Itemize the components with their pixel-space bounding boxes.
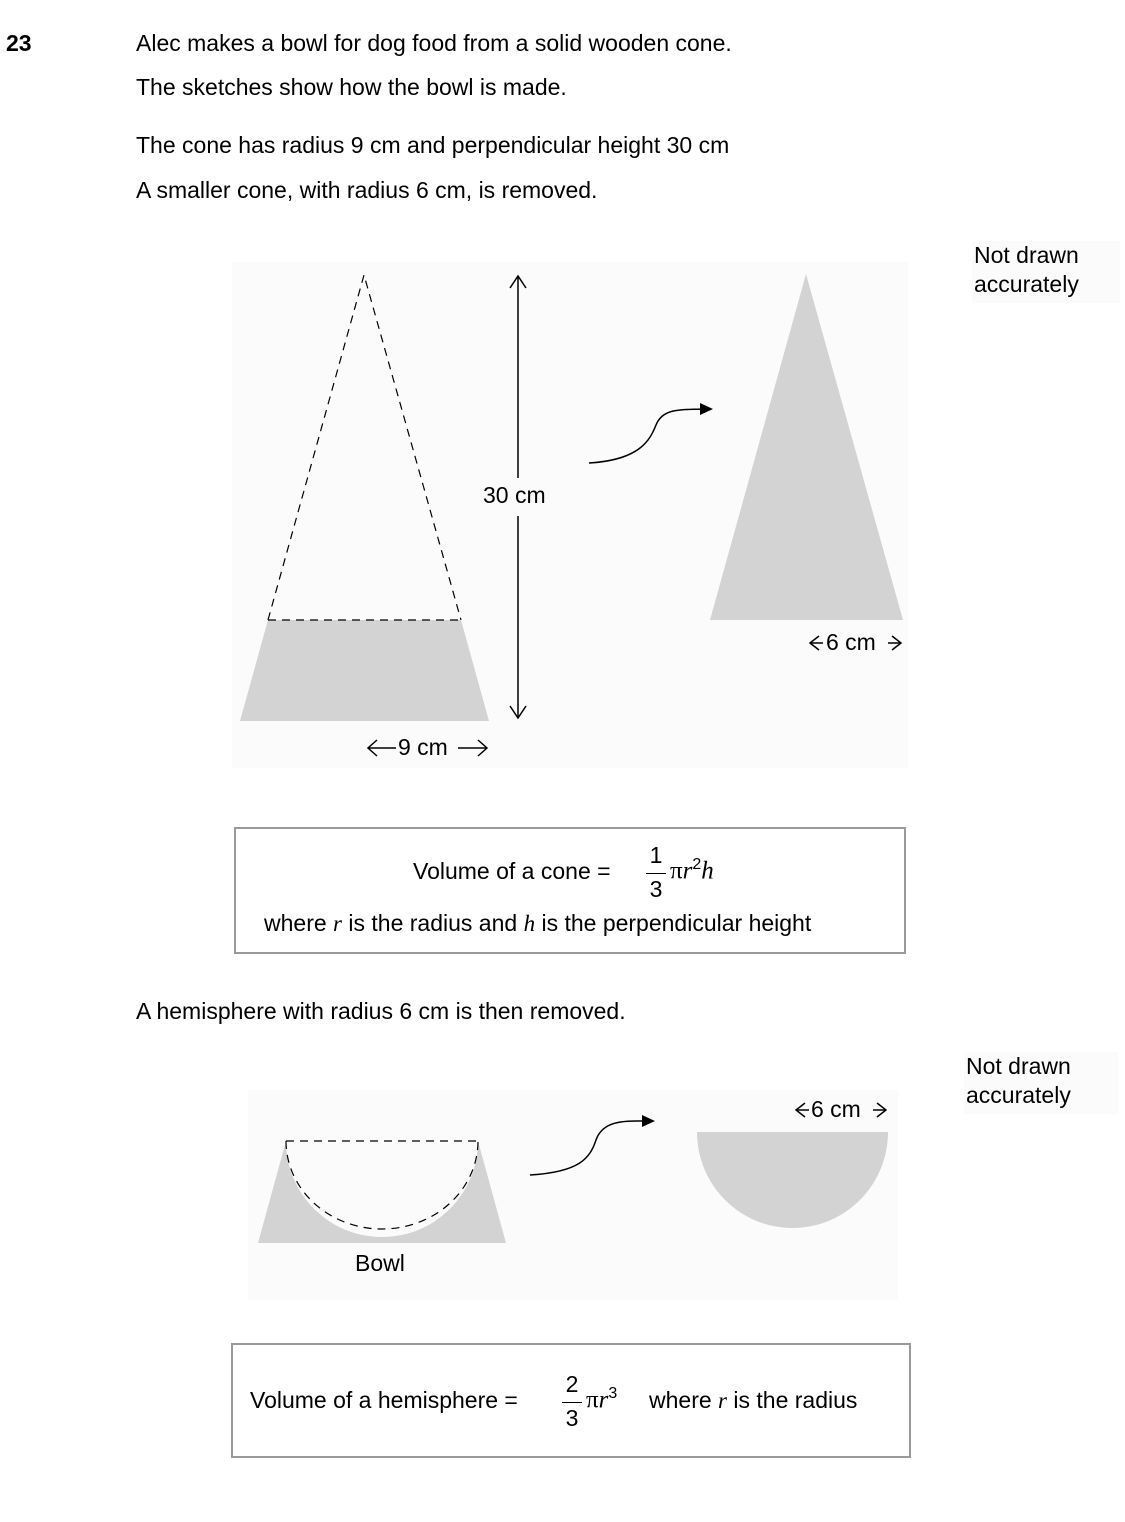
note-1-line-1: Not drawn bbox=[974, 242, 1079, 268]
where-1-h: h bbox=[523, 911, 536, 936]
frustum-shape bbox=[240, 620, 489, 721]
cone-fraction-denominator: 3 bbox=[649, 876, 663, 902]
hemisphere-radius-label: 6 cm bbox=[811, 1096, 861, 1122]
hemisphere-formula-fraction bbox=[562, 1371, 582, 1433]
cone-volume-formula-box bbox=[234, 827, 906, 954]
where-1-b: is the radius and bbox=[342, 910, 524, 936]
hemisphere-formula-where bbox=[649, 1387, 857, 1414]
hemisphere-volume-formula-box bbox=[231, 1343, 911, 1458]
height-label: 30 cm bbox=[483, 482, 546, 508]
big-radius-label: 9 cm bbox=[398, 734, 448, 760]
hemi-r-variable: r bbox=[598, 1386, 609, 1414]
cone-h-variable: h bbox=[701, 857, 714, 885]
question-line-1: Alec makes a bowl for dog food from a solid wooden cone. bbox=[136, 30, 732, 56]
cone-formula-prefix: Volume of a cone = bbox=[413, 858, 611, 884]
hemisphere-line: A hemisphere with radius 6 cm is then removed. bbox=[136, 998, 626, 1024]
not-drawn-note-1 bbox=[972, 241, 1120, 303]
note-1-line-2: accurately bbox=[974, 271, 1079, 297]
hemisphere-formula-prefix: Volume of a hemisphere = bbox=[250, 1387, 518, 1413]
where-1-a: where bbox=[264, 910, 334, 936]
cone-r-exponent: 2 bbox=[692, 856, 702, 873]
question-line-2: The sketches show how the bowl is made. bbox=[136, 74, 567, 100]
cone-fraction-bar bbox=[646, 873, 666, 874]
hemi-fraction-denominator: 3 bbox=[565, 1405, 579, 1431]
cone-r-variable: r bbox=[682, 857, 693, 885]
cone-formula-fraction bbox=[646, 842, 666, 904]
where-2-r: r bbox=[718, 1388, 727, 1413]
not-drawn-note-2 bbox=[964, 1052, 1118, 1114]
where-1-r: r bbox=[333, 911, 342, 936]
question-line-4: A smaller cone, with radius 6 cm, is removed. bbox=[136, 177, 598, 203]
bowl-diagram-svg bbox=[0, 1040, 1125, 1300]
where-1-c: is the perpendicular height bbox=[535, 910, 812, 936]
question-line-3: The cone has radius 9 cm and perpendicular height 30 cm bbox=[136, 132, 730, 158]
small-radius-label: 6 cm bbox=[826, 629, 876, 655]
bowl-diagram bbox=[0, 1040, 1125, 1300]
hemisphere-formula-expression bbox=[586, 1385, 617, 1414]
cone-formula-expression bbox=[670, 856, 714, 885]
cone-pi-symbol: π bbox=[670, 857, 683, 885]
bowl-label: Bowl bbox=[355, 1250, 405, 1276]
note-2-line-2: accurately bbox=[966, 1082, 1071, 1108]
hemi-pi-symbol: π bbox=[586, 1386, 599, 1414]
hemi-r-exponent: 3 bbox=[608, 1385, 618, 1402]
cone-formula-where bbox=[264, 910, 811, 937]
where-2-a: where bbox=[649, 1387, 719, 1413]
hemi-fraction-bar bbox=[562, 1402, 582, 1403]
hemi-fraction-numerator: 2 bbox=[565, 1371, 579, 1397]
note-2-line-1: Not drawn bbox=[966, 1053, 1071, 1079]
cone-fraction-numerator: 1 bbox=[649, 842, 663, 868]
where-2-b: is the radius bbox=[727, 1387, 858, 1413]
question-number: 23 bbox=[6, 30, 32, 56]
